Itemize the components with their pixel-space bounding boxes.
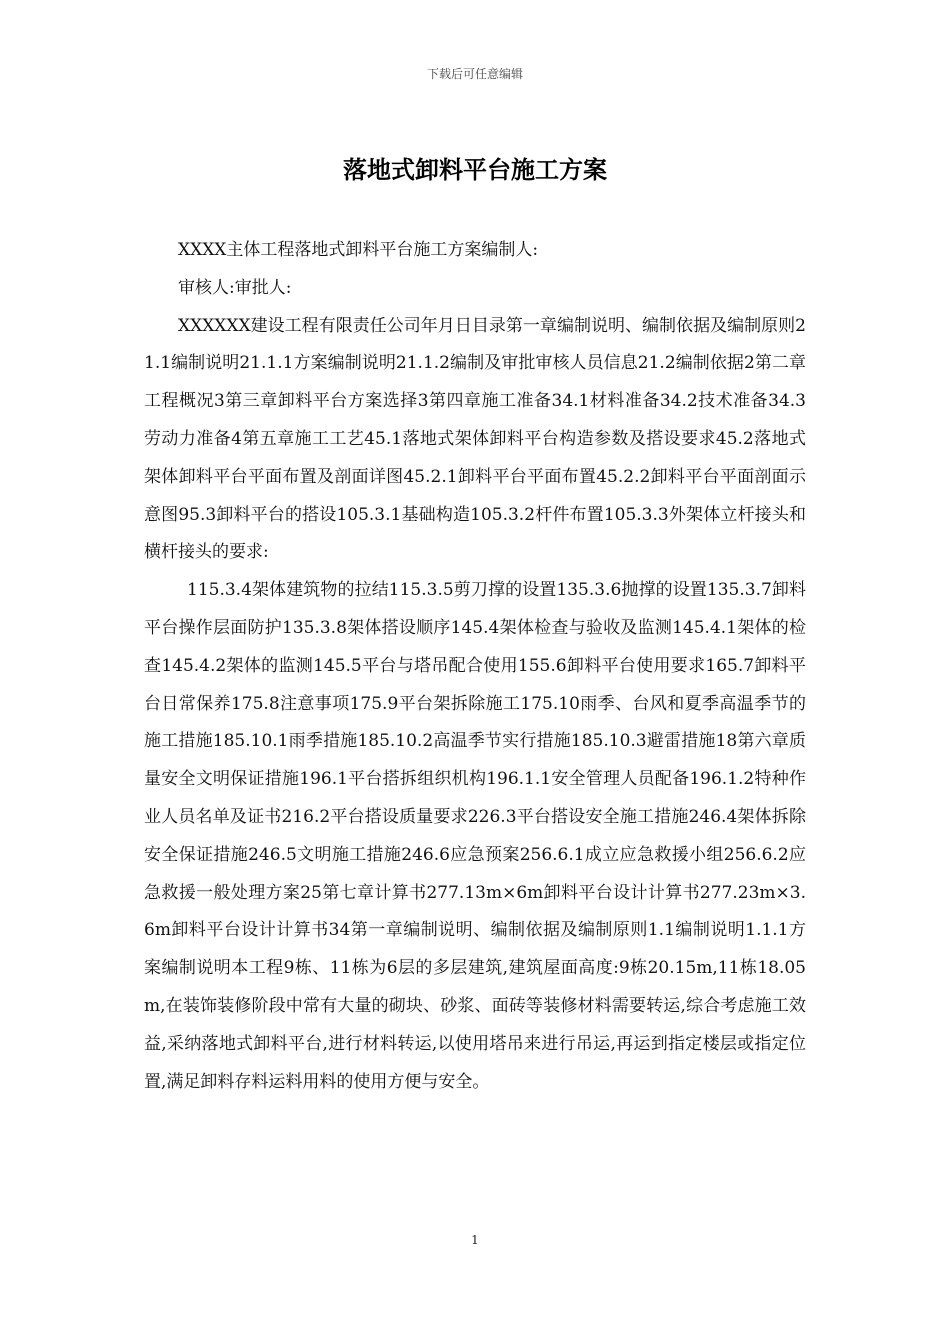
- paragraph-project-title: XXXX主体工程落地式卸料平台施工方案编制人:: [178, 240, 539, 260]
- page-header: 下载后可任意编辑: [426, 67, 523, 81]
- page-number: 1: [471, 1233, 479, 1247]
- document-body: [144, 232, 806, 1101]
- paragraph-company-toc: XXXXXX建设工程有限责任公司年月日目录第一章编制说明、编制依据及编制原则21.1编制说明21.1.1方案编制说明21.1.2编制及审批审核人员信息21.2编制依据2第二章工程概况3第三章卸料平台方案选择3第四章施工准备34.1材料准备34.2技术准备34.3劳动力准备4第五章施工工艺45.1落地式架体卸料平台构造参数及搭设要求45.2落地式架体卸料平台平面布置及剖面详图45.2.1卸料平台平面布置45.2.2卸料平台平面剖面示意图95.3卸料平台的搭设105.3.1基础构造105.3.2杆件布置105.3.3外架体立杆接头和横杆接头的要求:: [144, 315, 806, 563]
- paragraph-toc-continued: 115.3.4架体建筑物的拉结115.3.5剪刀撑的设置135.3.6抛撑的设置135.3.7卸料平台操作层面防护135.3.8架体搭设顺序145.4架体检查与验收及监测145.4.1架体的检查145.4.2架体的监测145.5平台与塔吊配合使用155.6卸料平台使用要求165.7卸料平台日常保养175.8注意事项175.9平台架拆除施工175.10雨季、台风和夏季高温季节的施工措施185.10.1雨季措施185.10.2高温季节实行措施185.10.3避雷措施18第六章质量安全文明保证措施196.1平台搭拆组织机构196.1.1安全管理人员配备196.1.2特种作业人员名单及证书216.2平台搭设质量要求226.3平台搭设安全施工措施246.4架体拆除安全保证措施246.5文明施工措施246.6应急预案256.6.1成立应急救援小组256.6.2应急救援一般处理方案25第七章计算书277.13m×6m卸料平台设计计算书277.23m×3.6m卸料平台设计计算书34第一章编制说明、编制依据及编制原则1.1编制说明1.1.1方案编制说明本工程9栋、11栋为6层的多层建筑,建筑屋面高度:9栋20.15m,11栋18.05m,在装饰装修阶段中常有大量的砌块、砂浆、面砖等装修材料需要转运,综合考虑施工效益,采纳落地式卸料平台,进行材料转运,以使用塔吊来进行吊运,再运到指定楼层或指定位置,满足卸料存料运料用料的使用方便与安全。: [144, 580, 806, 1092]
- paragraph-reviewers: 审核人:审批人:: [178, 277, 292, 298]
- document-title: 落地式卸料平台施工方案: [343, 156, 607, 184]
